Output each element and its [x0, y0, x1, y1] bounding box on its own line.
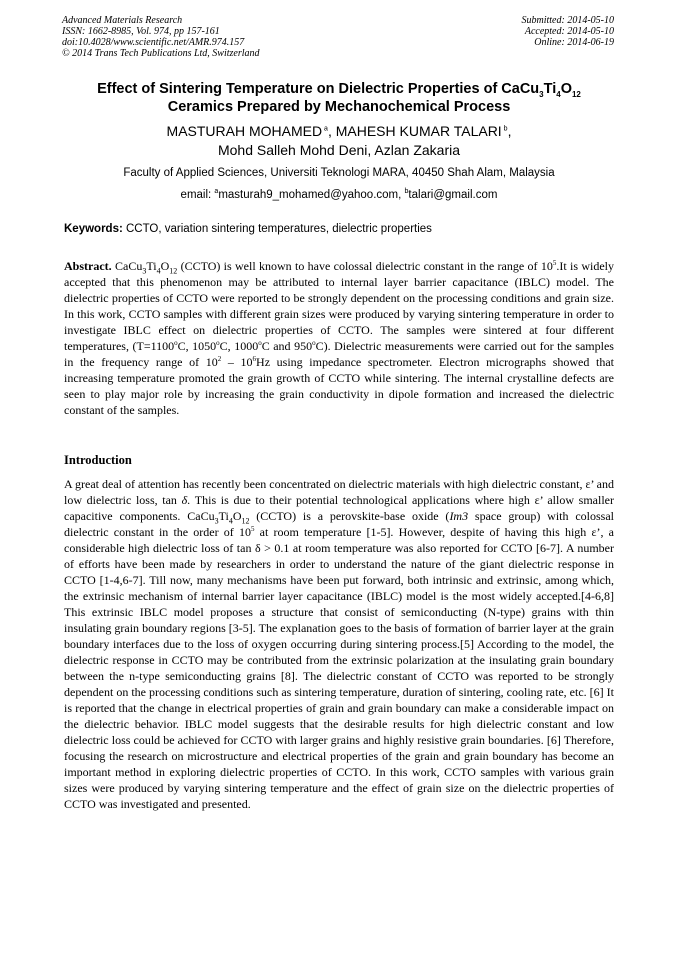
keywords-text: CCTO, variation sintering temperatures, dielectric properties — [122, 223, 432, 235]
journal-name: Advanced Materials Research — [62, 15, 183, 26]
author-2: MAHESH KUMAR TALARI — [335, 123, 502, 139]
email-line: email: $^a$masturah9_mohamed@yahoo.com, $^b$talari@gmail.com — [180, 188, 498, 201]
keywords — [64, 223, 616, 235]
title-line-1: Effect of Sintering Temperature on Dielectric Properties of $CaCu_3Ti_4O_{12}$ — [97, 81, 581, 99]
affiliation: Faculty of Applied Sciences, Universiti Teknologi MARA, 40450 Shah Alam, Malaysia — [123, 167, 555, 179]
introduction-body: A great deal of attention has recently been concentrated on dielectric materials with high dielectric constant, ε’ and low dielectric loss, tan δ. This is due to their potential technological applications where high ε’ allow smaller capacitive components. $CaCu_3Ti_4O_{12}$ (CCTO) is a perovskite-base oxide (Im3 space group) with colossal dielectric constant in the order of $10^5$ at room temperature [1-5]. However, despite of having this high ε’, a considerable high dielectric loss of tan δ > 0.1 at room temperature was also reported for CCTO [6-7]. A number of efforts have been made by researchers in order to understand the nature of the giant dielectric response in CCTO [1-4,6-7]. Till now, many mechanisms have been put forward, both intrinsic and extrinsic, among which, the extrinsic mechanism of internal barrier layer capacitance (IBLC) model is the most widely accepted.[4-6,8] This extrinsic IBLC model proposes a structure that consist of semiconducting (N-type) grains with thin insulating grain boundary regions [3-5]. The explanation goes to the basis of formation of barrier layer at the grain boundary interfaces due to the loss of oxygen occurring during sintering process.[5] According to the model, the dielectric response in CCTO may be contributed from the extrinsic polarization at the insulating grain boundary between the n-type semiconducting grains [8]. The dielectric constant of CCTO was reported to be strongly dependent on the processing conditions such as sintering temperature, duration of sintering, cooling rate, etc. [6] It is reported that the change in electrical properties of grain and grain boundary can make a considerable impact on the dielectric behavior. IBLC model suggests that the desirable results for high dielectric constant and low dielectric loss could be achieved for CCTO with larger grains and highly resistive grain boundaries. [6] Therefore, focusing the research on microstructure and electrical properties of the grain and grain boundary has become an important method in exploring dielectric properties of CCTO. In this work, CCTO samples with various grain sizes were produced by varying sintering temperature and the effect of grain size on the dielectric properties of CCTO was investigated and presented. — [64, 477, 614, 811]
email-2: talari@gmail.com — [408, 189, 498, 201]
author-list — [40, 122, 638, 160]
accepted-date: Accepted: 2014-05-10 — [524, 26, 614, 37]
copyright-line: © 2014 Trans Tech Publications Ltd, Switzerland — [62, 48, 260, 59]
submitted-date: Submitted: 2014-05-10 — [521, 15, 614, 26]
email-1: masturah9_mohamed@yahoo.com, — [218, 189, 405, 201]
authors-line-2: Mohd Salleh Mohd Deni, Azlan Zakaria — [217, 142, 461, 158]
author-1: MASTURAH MOHAMED — [166, 123, 323, 139]
online-date: Online: 2014-06-19 — [534, 37, 614, 48]
abstract-label: Abstract. — [64, 259, 112, 273]
abstract: Abstract. $CaCu_3Ti_4O_{12}$ (CCTO) is well known to have colossal dielectric constant in the range of $10^5.It$ is widely accepted that this phenomenon may be attributed to internal layer barrier capacitance (IBLC) model. The dielectric properties of CCTO were reported to be strongly dependent on the processing conditions and grain size. In this work, CCTO samples with different grain sizes were produced by varying sintering temperature in order to investigate IBLC effect on dielectric properties of CCTO. The samples were sintered at four different temperatures, ($T=1100^oC$, 1050$^o$C, 1000$^o$C and 950$^o$C). Dielectric measurements were carried out for the samples in the frequency range of $10^2 - 10^6Hz$ using impedance spectrometer. Electron micrographs showed that increasing temperature promoted the grain growth of CCTO while sintering. The internal crystalline defects are seen to play major role by increasing the grain conductivity in dipole formation and increased the dielectric constant of the samples. — [64, 259, 615, 417]
issn-line: ISSN: 1662-8985, Vol. 974, pp 157-161 — [62, 26, 220, 37]
paper-title — [40, 80, 638, 116]
doi-line: doi:10.4028/www.scientific.net/AMR.974.157 — [62, 37, 245, 48]
journal-header-right — [522, 15, 615, 48]
authors-line-1: MASTURAH MOHAMED $^a$, MAHESH KUMAR TALARI $^b$, — [166, 123, 512, 139]
title-line-2: Ceramics Prepared by Mechanochemical Process — [167, 99, 511, 115]
keywords-label: Keywords: — [64, 223, 123, 235]
journal-header-left — [62, 15, 260, 59]
section-heading-introduction: Introduction — [64, 453, 132, 467]
